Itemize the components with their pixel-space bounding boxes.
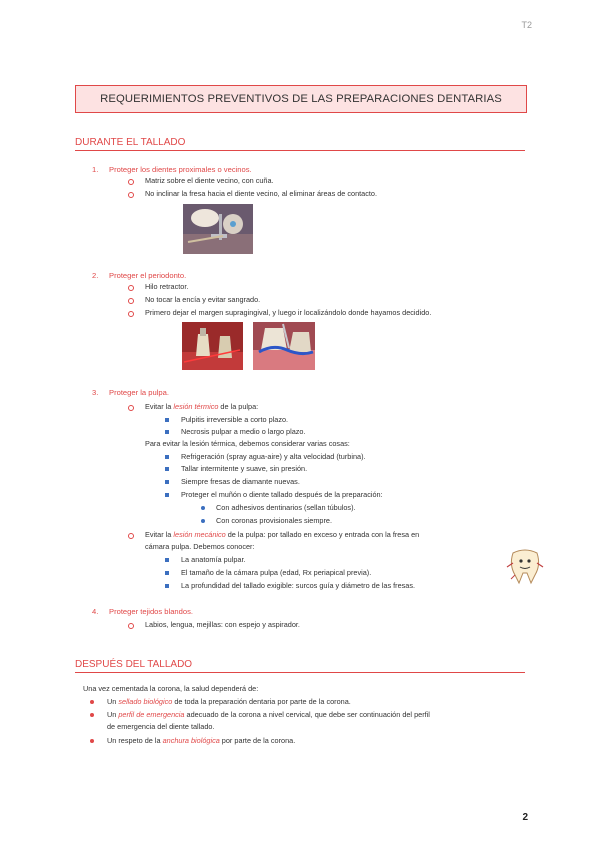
list-item: Labios, lengua, mejillas: con espejo y aspirador. [145, 620, 300, 630]
square-bullet-icon [165, 558, 169, 562]
circle-bullet-icon [128, 623, 134, 629]
square-bullet-icon [165, 584, 169, 588]
item-title-4: Proteger tejidos blandos. [109, 607, 194, 616]
list-item: Un sellado biológico de toda la preparación dentaria por parte de la corona. [107, 697, 351, 707]
list-item: Siempre fresas de diamante nuevas. [181, 477, 300, 487]
circle-bullet-icon [128, 298, 134, 304]
list-item: Con adhesivos dentinarios (sellan túbulos). [216, 503, 356, 513]
section-heading-durante [75, 137, 525, 151]
section-heading-text: DESPUÉS DEL TALLADO [75, 659, 193, 670]
item-number: 3. [92, 388, 99, 397]
circle-bullet-icon [128, 533, 134, 539]
item-title-3: Proteger la pulpa. [109, 388, 169, 397]
list-item-continuation: de emergencia del diente tallado. [107, 722, 215, 731]
square-bullet-icon [165, 455, 169, 459]
square-bullet-icon [165, 467, 169, 471]
list-item: Con coronas provisionales siempre. [216, 516, 332, 526]
square-bullet-icon [165, 480, 169, 484]
section-heading-text: DURANTE EL TALLADO [75, 137, 186, 148]
square-bullet-icon [165, 571, 169, 575]
circle-bullet-icon [128, 179, 134, 185]
list-item: Pulpitis irreversible a corto plazo. [181, 415, 288, 425]
header-code: T2 [521, 20, 532, 30]
item-title-2: Proteger el periodonto. [109, 271, 187, 280]
dot-bullet-icon [201, 519, 205, 523]
section-heading-despues [75, 659, 525, 673]
red-bullet-icon [90, 713, 94, 717]
item-number: 4. [92, 607, 99, 616]
list-item: Un perfil de emergencia adecuado de la corona a nivel cervical, que debe ser continuación del perfil [107, 710, 430, 720]
item-number: 1. [92, 165, 99, 174]
list-item: La profundidad del tallado exigible: surcos guía y diámetro de las fresas. [181, 581, 415, 591]
square-bullet-icon [165, 430, 169, 434]
item-number: 2. [92, 271, 99, 280]
list-item: No tocar la encía y evitar sangrado. [145, 295, 260, 305]
square-bullet-icon [165, 418, 169, 422]
circle-bullet-icon [128, 311, 134, 317]
circle-bullet-icon [128, 405, 134, 411]
list-item: Tallar intermitente y suave, sin presión. [181, 464, 307, 474]
circle-bullet-icon [128, 192, 134, 198]
page-number: 2 [522, 812, 528, 823]
red-bullet-icon [90, 739, 94, 743]
list-item: Proteger el muñón o diente tallado después de la preparación: [181, 490, 383, 500]
dot-bullet-icon [201, 506, 205, 510]
list-item: Un respeto de la anchura biológica por parte de la corona. [107, 736, 295, 746]
gingiva-retraction-photo [182, 322, 243, 370]
list-item: Refrigeración (spray agua-aire) y alta velocidad (turbina). [181, 452, 366, 462]
list-item: Necrosis pulpar a medio o largo plazo. [181, 427, 306, 437]
list-item: La anatomía pulpar. [181, 555, 246, 565]
tooth-matrix-photo [183, 204, 253, 254]
list-item: Evitar la lesión mecánico de la pulpa: por tallado en exceso y entrada con la fresa en [145, 530, 419, 540]
tooth-cartoon-icon [505, 545, 545, 585]
red-bullet-icon [90, 700, 94, 704]
retraction-cord-photo [253, 322, 315, 370]
list-item: Primero dejar el margen supragingival, y luego ir localizándolo donde hayamos decidido. [145, 308, 431, 318]
list-item: Evitar la lesión térmico de la pulpa: [145, 402, 258, 412]
paragraph-continuation: cámara pulpa. Debemos conocer: [145, 542, 255, 551]
list-item: Hilo retractor. [145, 282, 188, 292]
circle-bullet-icon [128, 285, 134, 291]
square-bullet-icon [165, 493, 169, 497]
page-title: REQUERIMIENTOS PREVENTIVOS DE LAS PREPARACIONES DENTARIAS [75, 85, 527, 113]
list-item: No inclinar la fresa hacia el diente vecino, al eliminar áreas de contacto. [145, 189, 377, 199]
paragraph: Una vez cementada la corona, la salud dependerá de: [83, 684, 259, 693]
list-item: Matriz sobre el diente vecino, con cuña. [145, 176, 274, 186]
list-item: El tamaño de la cámara pulpa (edad, Rx periapical previa). [181, 568, 371, 578]
item-title-1: Proteger los dientes proximales o vecinos. [109, 165, 252, 174]
paragraph: Para evitar la lesión térmica, debemos considerar varias cosas: [145, 439, 350, 448]
